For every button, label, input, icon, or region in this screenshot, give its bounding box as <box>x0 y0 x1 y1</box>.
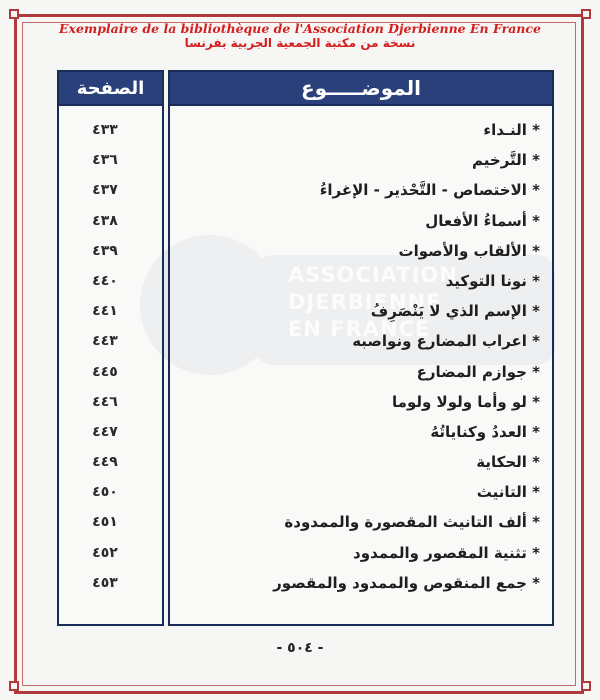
toc-row <box>57 387 554 417</box>
library-watermark-french: Exemplaire de la bibliothèque de l'Association Djerbienne En France <box>59 21 541 36</box>
frame-corner-bottom-left <box>9 681 19 691</box>
toc-row <box>57 447 554 477</box>
toc-topic: * أسماءُ الأفعال <box>425 211 540 230</box>
toc-page: ٤٣٩ <box>92 242 118 259</box>
toc-topic: * التَّرخيم <box>472 151 540 170</box>
toc-row <box>57 145 554 175</box>
header-topic: الموضـــــوع <box>168 70 554 106</box>
toc-page: ٤٥١ <box>92 514 118 531</box>
toc-page: ٤٣٦ <box>92 152 118 169</box>
toc-row <box>57 296 554 326</box>
toc-row <box>57 477 554 507</box>
toc-topic: * العددُ وكناياتُهُ <box>430 422 540 441</box>
toc-topic: * الاختصاص - التَّحْذير - الإغراءُ <box>319 181 540 200</box>
logo-text-line3: EN FRANCE <box>288 317 431 341</box>
logo-text-line1: ASSOCIATION <box>288 263 458 287</box>
library-watermark-arabic: نسخة من مكتبة الجمعية الجربية بفرنسا <box>184 36 416 50</box>
toc-page: ٤٤٣ <box>92 333 118 350</box>
toc-topic: * جمع المنقوص والممدود والمقصور <box>273 573 540 592</box>
toc-topic: * تثنية المقصور والممدود <box>353 543 540 562</box>
toc-row <box>57 568 554 598</box>
toc-topic: * الحكاية <box>476 453 540 472</box>
toc-page: ٤٤٩ <box>92 454 118 471</box>
toc-page: ٤٥٠ <box>92 484 118 501</box>
toc-page: ٤٤٠ <box>92 272 118 289</box>
toc-topic: * التانيث <box>476 483 540 502</box>
toc-page: ٤٤٥ <box>92 363 118 380</box>
toc-page: ٤٥٢ <box>92 544 118 561</box>
toc-page: ٤٣٣ <box>92 122 118 138</box>
toc-topic: * جوازم المضارع <box>416 362 540 381</box>
toc-row <box>57 266 554 296</box>
frame-corner-bottom-right <box>581 681 591 691</box>
table-of-contents <box>57 115 554 598</box>
toc-row <box>57 357 554 387</box>
toc-page: ٤٤٦ <box>92 393 118 410</box>
toc-topic: * اعراب المضارع ونواصبه <box>352 332 540 351</box>
toc-row <box>57 417 554 447</box>
toc-topic: * الإسم الذي لا يَنْصَرِفُ <box>370 302 540 321</box>
toc-page: ٤٤٧ <box>92 423 118 440</box>
frame-corner-top-left <box>9 9 19 19</box>
toc-topic: * لو وأما ولولا ولوما <box>392 392 540 411</box>
toc-row <box>57 507 554 537</box>
toc-topic: * ألف التانيث المقصورة والممدودة <box>284 513 540 532</box>
toc-page: ٤٣٨ <box>92 212 118 229</box>
toc-page: ٤٥٣ <box>92 574 118 591</box>
toc-page: ٤٤١ <box>92 303 118 320</box>
frame-corner-top-right <box>581 9 591 19</box>
toc-row <box>57 206 554 236</box>
header-page: الصفحة <box>57 70 164 106</box>
toc-page: ٤٣٧ <box>92 182 118 199</box>
toc-row <box>57 326 554 356</box>
toc-row <box>57 236 554 266</box>
toc-row <box>57 175 554 205</box>
page-number: - ٥٠٤ - <box>276 640 324 656</box>
logo-text-line2: DJERBIENNE <box>288 290 442 314</box>
toc-row <box>57 538 554 568</box>
toc-row <box>57 115 554 145</box>
toc-topic: * نونا التوكيد <box>445 271 540 290</box>
toc-topic: * الألقاب والأصوات <box>398 241 540 260</box>
toc-topic: * النـداء <box>483 121 540 139</box>
